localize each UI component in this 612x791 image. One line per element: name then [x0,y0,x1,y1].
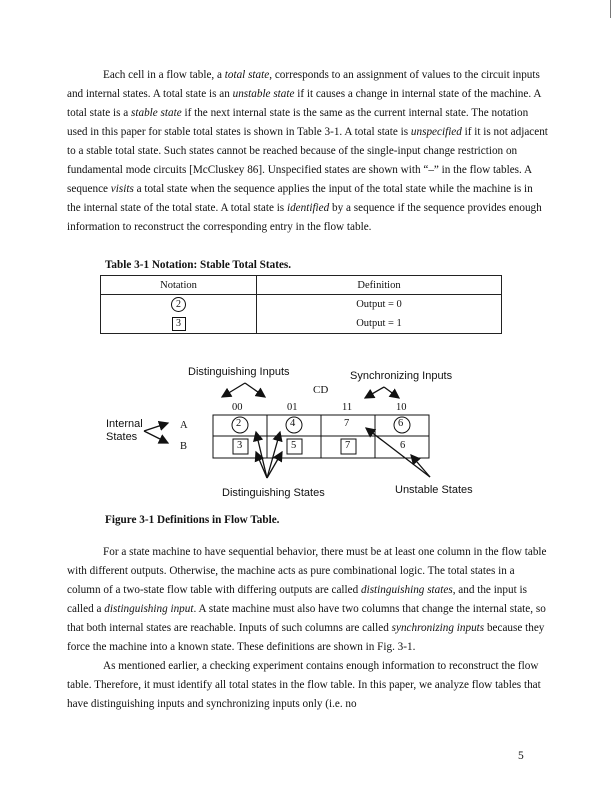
term-identified: identified [286,202,330,214]
label-distinguishing-states: Distinguishing States [222,487,325,499]
cell-b-00: 3 [237,440,243,451]
cell-b-10: 6 [400,440,406,451]
page-number: 5 [518,750,524,762]
header-definition: Definition [257,276,502,295]
label-unstable-states: Unstable States [395,484,473,496]
label-distinguishing-inputs: Distinguishing Inputs [188,366,290,378]
definition-cell: Output = 1 [356,318,402,329]
cell-b-01: 5 [291,440,297,451]
label-cd: CD [313,384,329,396]
text: if the next internal state is the same as the current internal state. The notation used in this paper for stable total states is shown in Table 3-1. A total state is [67,107,529,138]
col-header-10: 10 [396,402,407,413]
figure-caption: Figure 3-1 Definitions in Flow Table. [105,514,280,526]
table-caption: Table 3-1 Notation: Stable Total States. [105,259,292,271]
cell-b-11: 7 [345,440,351,451]
text: by a sequence if the sequence provides enough information to reconstruct the corresponding entry in the flow table. [67,202,542,233]
col-header-11: 11 [342,402,353,413]
square-symbol: 3 [172,317,186,331]
term-stable-state: stable state [131,107,182,119]
term-total-state: total state [224,69,270,81]
definition-cell: Output = 0 [356,299,402,310]
cell-a-00: 2 [236,418,242,429]
circle-symbol: 2 [171,297,186,312]
text: a total state when the sequence applies the input of the total state while the machine is in the internal state of the total state. A total state is [67,183,533,214]
text: For a state machine to have sequential behavior, there must be at least one column in the flow table with different outputs. Otherwise, the machine acts as pure combinational logic. The total states in a column of a two-state flow table with differing outputs are called [67,546,547,596]
term-unspecified: unspecified [410,126,462,138]
cell-a-01: 4 [290,418,296,429]
text: . A state machine must also have two columns that change the internal state, so that both internal states are reachable. Inputs of such columns are called [67,603,546,634]
row-label-b: B [180,441,188,452]
text: if it is not adjacent to a stable total state. Such states cannot be reached because of the single-input change restriction on fundamental mode circuits [McCluskey 86]. Unspecified states are shown with “–” in the flow tables. A sequence [67,126,548,195]
term-distinguishing-states: distinguishing states [361,584,453,596]
cell-a-10: 6 [398,418,404,429]
text: because they force the machine into a known state. These definitions are shown in Fig. 3-1. [67,622,545,653]
term-distinguishing-input: distinguishing input [104,603,194,615]
label-synchronizing-inputs: Synchronizing Inputs [350,370,453,382]
text: if it causes a change in internal state of the machine. A total state is a [67,88,541,119]
row-label-a: A [180,420,188,431]
label-internal: Internal [106,418,143,430]
text: , corresponds to an assignment of values to the circuit inputs and internal states. A total state is an [67,69,540,100]
term-visits: visits [110,183,134,195]
header-notation: Notation [101,276,257,295]
text: , and the input is called a [67,584,527,615]
term-unstable-state: unstable state [232,88,295,100]
term-synchronizing-inputs: synchronizing inputs [391,622,485,634]
text: Each cell in a flow table, a [103,69,225,81]
col-header-00: 00 [232,402,243,413]
label-states: States [106,431,138,443]
paragraph-sequential-behavior [67,543,549,714]
cell-a-11: 7 [344,418,350,429]
col-header-01: 01 [287,402,298,413]
paragraph-checking-experiment: As mentioned earlier, a checking experiment contains enough information to reconstruct the flow table. Therefore, it must identify all total states in the flow table. In this paper, we analyze flow tables that have distinguishing inputs and synchronizing inputs only (i.e. no [67,660,541,710]
